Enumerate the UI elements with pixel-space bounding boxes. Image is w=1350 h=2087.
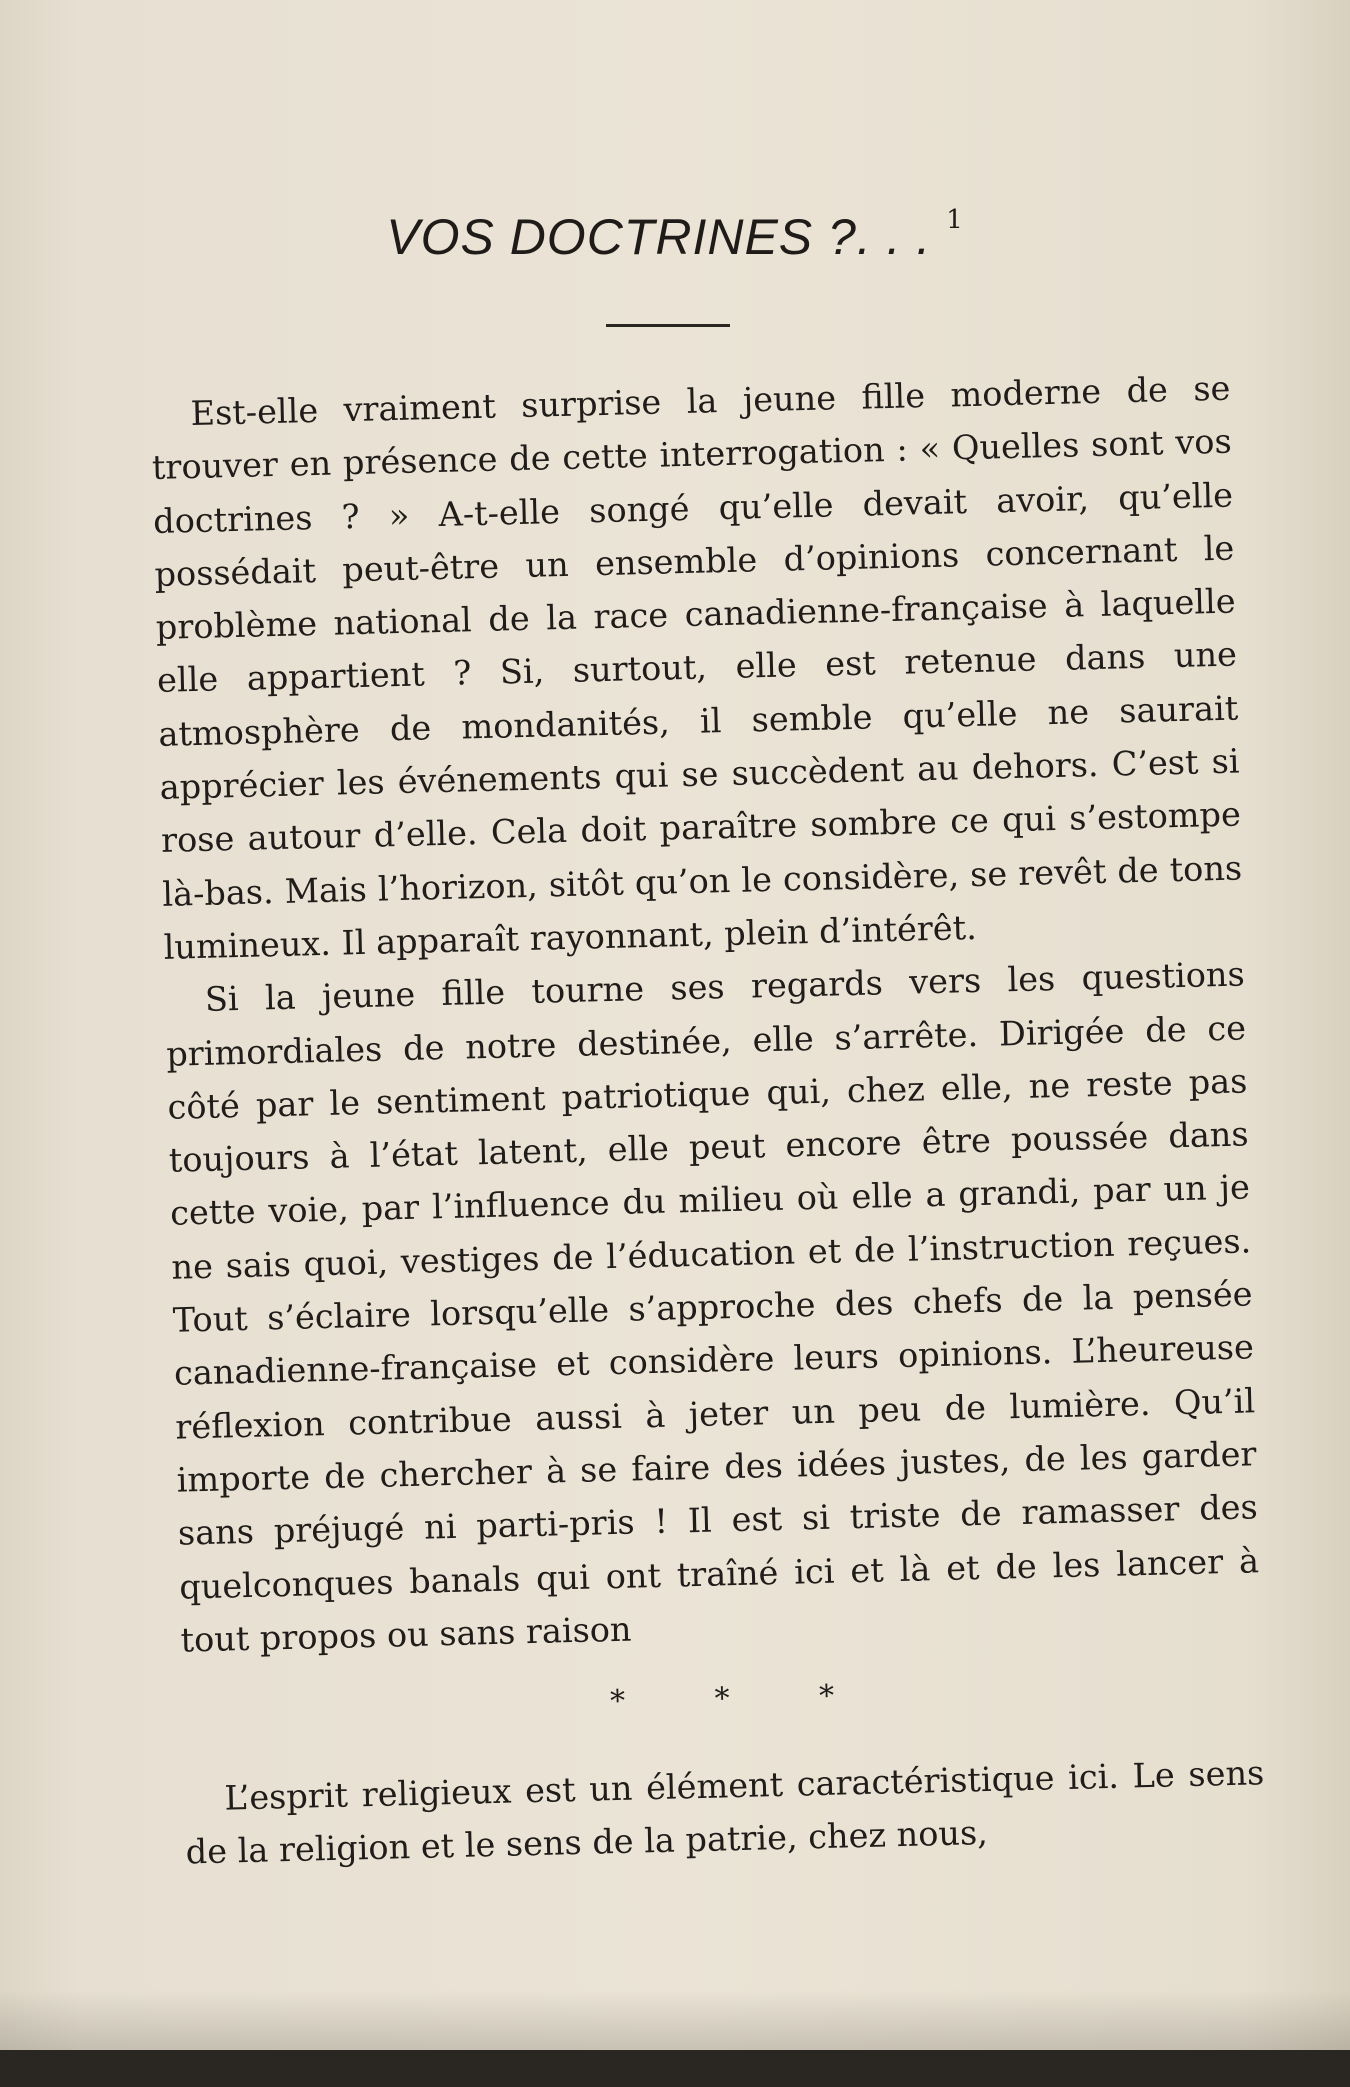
paragraph-2: Si la jeune fille tourne ses regards vers les questions primordiales de notre destinée, elle s’arrête. Dirigée de ce côté par le sentiment patriotique qui, chez elle, ne reste pas toujours à l’état latent, elle peut encore être poussée dans cette voie, par l’influence du milieu où elle a grandi, par un je ne sais quoi, vestiges de l’éducation et de l’instruction reçues. Tout s’éclaire lorsqu’elle s’approche des chefs de la pensée canadienne-française et considère leurs opinions. L’heureuse réflexion contribue aussi à jeter un peu de lumière. Qu’il importe de chercher à se faire des idées justes, de les garder sans préjugé ni parti-pris ! Il est si triste de ramasser des quelconques banals qui ont traîné ici et là et de les lancer à tout propos ou sans raison bbox=[165, 954, 1260, 1660]
chapter-title bbox=[0, 205, 1350, 266]
title-underline bbox=[606, 324, 730, 327]
title-text: VOS DOCTRINES ?. . . bbox=[386, 209, 932, 265]
paragraph-3: L’esprit religieux est un élément caractéristique ici. Le sens de la religion et le sens de la patrie, chez nous, bbox=[185, 1753, 1265, 1872]
body-text bbox=[150, 362, 1266, 1880]
footnote-marker: 1 bbox=[946, 205, 964, 236]
paragraph-1: Est-elle vraiment surprise la jeune fille moderne de se trouver en présence de cette interrogation : « Quelles sont vos doctrines ? » A-t-elle songé qu’elle devait avoir, qu’elle possédait peut-être un ensemble d’opinions concernant le problème national de la race canadienne-française à laquelle elle appartient ? Si, surtout, elle est retenue dans une atmosphère de mondanités, il semble qu’elle ne saurait apprécier les événements qui se succèdent au dehors. C’est si rose autour d’elle. Cela doit paraître sombre ce qui s’estompe là-bas. Mais l’horizon, sitôt qu’on le considère, se revêt de tons lumineux. Il apparaît rayonnant, plein d’intérêt. bbox=[151, 368, 1243, 967]
section-separator: * * * bbox=[609, 1677, 875, 1720]
